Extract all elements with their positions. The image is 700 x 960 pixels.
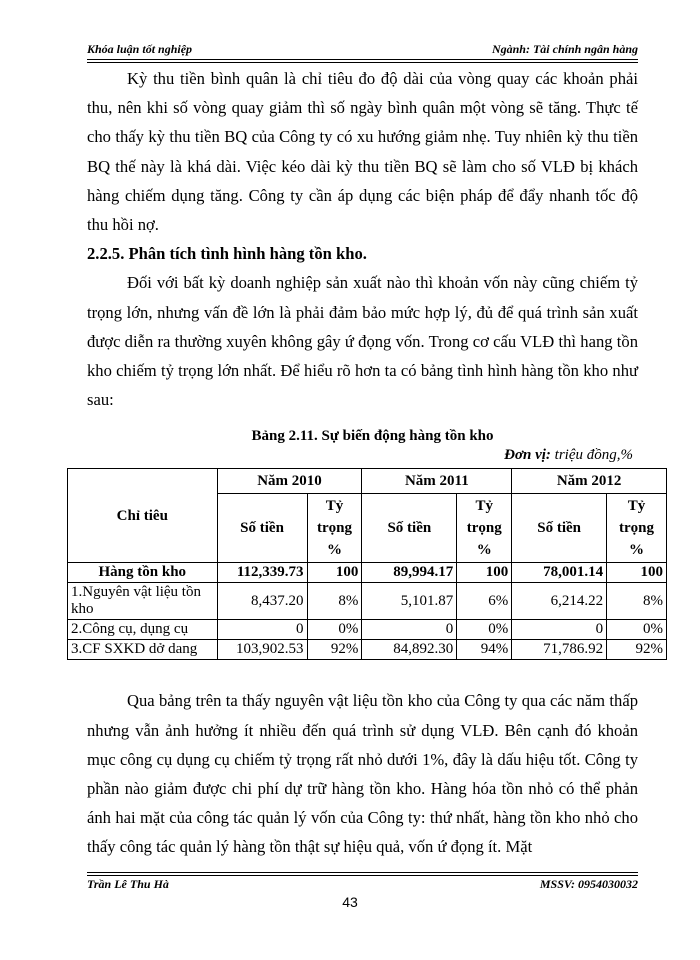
header-amount-2012: Số tiền	[512, 494, 607, 563]
header-ratio-2011: Tỷ trọng %	[457, 494, 512, 563]
cell-amount-2012: 78,001.14	[512, 563, 607, 583]
footer-rule-top	[87, 872, 638, 873]
cell-ratio-2011: 94%	[457, 640, 512, 660]
cell-amount-2012: 71,786.92	[512, 640, 607, 660]
cell-ratio-2011: 6%	[457, 583, 512, 620]
page-number: 43	[342, 894, 358, 910]
header-year-2010: Năm 2010	[217, 469, 362, 494]
table-row	[68, 583, 667, 620]
cell-amount-2011: 89,994.17	[362, 563, 457, 583]
table-caption: Bảng 2.11. Sự biến động hàng tồn kho	[251, 428, 494, 445]
header-left: Khóa luận tốt nghiệp	[87, 42, 193, 56]
cell-amount-2012: 6,214.22	[512, 583, 607, 620]
header-ratio-2012: Tỷ trọng %	[607, 494, 667, 563]
row-name: 3.CF SXKD dở dang	[68, 640, 218, 660]
inventory-table	[67, 468, 667, 660]
row-name: 2.Công cụ, dụng cụ	[68, 620, 218, 640]
cell-ratio-2012: 0%	[607, 620, 667, 640]
cell-amount-2011: 5,101.87	[362, 583, 457, 620]
cell-ratio-2012: 8%	[607, 583, 667, 620]
cell-ratio-2011: 100	[457, 563, 512, 583]
paragraph-inventory-analysis: Qua bảng trên ta thấy nguyên vật liệu tồn kho của Công ty qua các năm thấp nhưng vẫn ảnh hưởng ít nhiều đến quá trình sử dụng VLĐ. Bên cạnh đó khoản mục công cụ dụng cụ chiếm tỷ trọng rất nhỏ dưới 1%, đây là dấu hiệu tốt. Công ty phần nào giảm được chi phí dự trữ hàng tồn kho. Hàng hóa tồn nhỏ có thể phản ánh hai mặt của công tác quản lý vốn của Công ty: thứ nhất, hàng tồn kho nhỏ cho thấy công tác quản lý hàng tồn thật sự hiệu quả, vốn ứ đọng ít. Mặt	[87, 691, 638, 857]
cell-amount-2010: 0	[217, 620, 307, 640]
header-rule-bottom	[87, 62, 638, 63]
cell-ratio-2010: 92%	[307, 640, 362, 660]
cell-ratio-2010: 100	[307, 563, 362, 583]
table-unit	[87, 446, 638, 464]
header-right: Ngành: Tài chính ngân hàng	[491, 42, 638, 56]
cell-amount-2011: 0	[362, 620, 457, 640]
header-year-2012: Năm 2012	[512, 469, 667, 494]
cell-ratio-2011: 0%	[457, 620, 512, 640]
page-body	[71, 64, 663, 862]
cell-ratio-2012: 100	[607, 563, 667, 583]
cell-ratio-2012: 92%	[607, 640, 667, 660]
unit-value: triệu đồng,%	[550, 447, 633, 464]
footer-student-id: MSSV: 0954030032	[539, 877, 638, 891]
cell-amount-2010: 112,339.73	[217, 563, 307, 583]
table-row	[68, 640, 667, 660]
row-name: 1.Nguyên vật liệu tồn kho	[68, 583, 218, 620]
paragraph-inventory-intro: Đối với bất kỳ doanh nghiệp sản xuất nào thì khoản vốn này cũng chiếm tỷ trọng lớn, nhưng vấn đề lớn là phải đảm bảo mức hợp lý, đủ để quá trình sản xuất được diễn ra thường xuyên không gây ứ đọng vốn. Trong cơ cấu VLĐ thì hang tồn kho chiếm tỷ trọng lớn nhất. Để hiểu rõ hơn ta có bảng tình hình hàng tồn kho như sau:	[87, 273, 638, 410]
table-row	[68, 620, 667, 640]
cell-amount-2010: 103,902.53	[217, 640, 307, 660]
unit-label: Đơn vị:	[504, 447, 551, 464]
table-header-row	[68, 469, 667, 494]
cell-amount-2012: 0	[512, 620, 607, 640]
footer-rule-bottom	[87, 875, 638, 876]
table-row	[68, 563, 667, 583]
cell-ratio-2010: 8%	[307, 583, 362, 620]
header-ratio-2010: Tỷ trọng %	[307, 494, 362, 563]
page-header	[87, 42, 638, 58]
header-chi-tieu: Chỉ tiêu	[68, 469, 218, 563]
section-title: 2.2.5. Phân tích tình hình hàng tồn kho.	[87, 244, 367, 264]
header-rule-top	[87, 59, 638, 60]
footer-author: Trần Lê Thu Hà	[87, 877, 169, 891]
cell-amount-2011: 84,892.30	[362, 640, 457, 660]
cell-amount-2010: 8,437.20	[217, 583, 307, 620]
header-amount-2011: Số tiền	[362, 494, 457, 563]
cell-ratio-2010: 0%	[307, 620, 362, 640]
header-year-2011: Năm 2011	[362, 469, 512, 494]
page-footer	[87, 877, 638, 893]
row-name: Hàng tồn kho	[68, 563, 218, 583]
paragraph-receivable-period: Kỳ thu tiền bình quân là chỉ tiêu đo độ dài của vòng quay các khoản phải thu, nên khi số vòng quay giảm thì số ngày bình quân một vòng sẽ tăng. Thực tế cho thấy kỳ thu tiền BQ của Công ty có xu hướng giảm nhẹ. Tuy nhiên kỳ thu tiền BQ thế này là khá dài. Việc kéo dài kỳ thu tiền BQ sẽ làm cho số VLĐ bị khách hàng chiếm dụng tăng. Công ty cần áp dụng các biện pháp để đẩy nhanh tốc độ thu hồi nợ.	[87, 69, 638, 235]
header-amount-2010: Số tiền	[217, 494, 307, 563]
